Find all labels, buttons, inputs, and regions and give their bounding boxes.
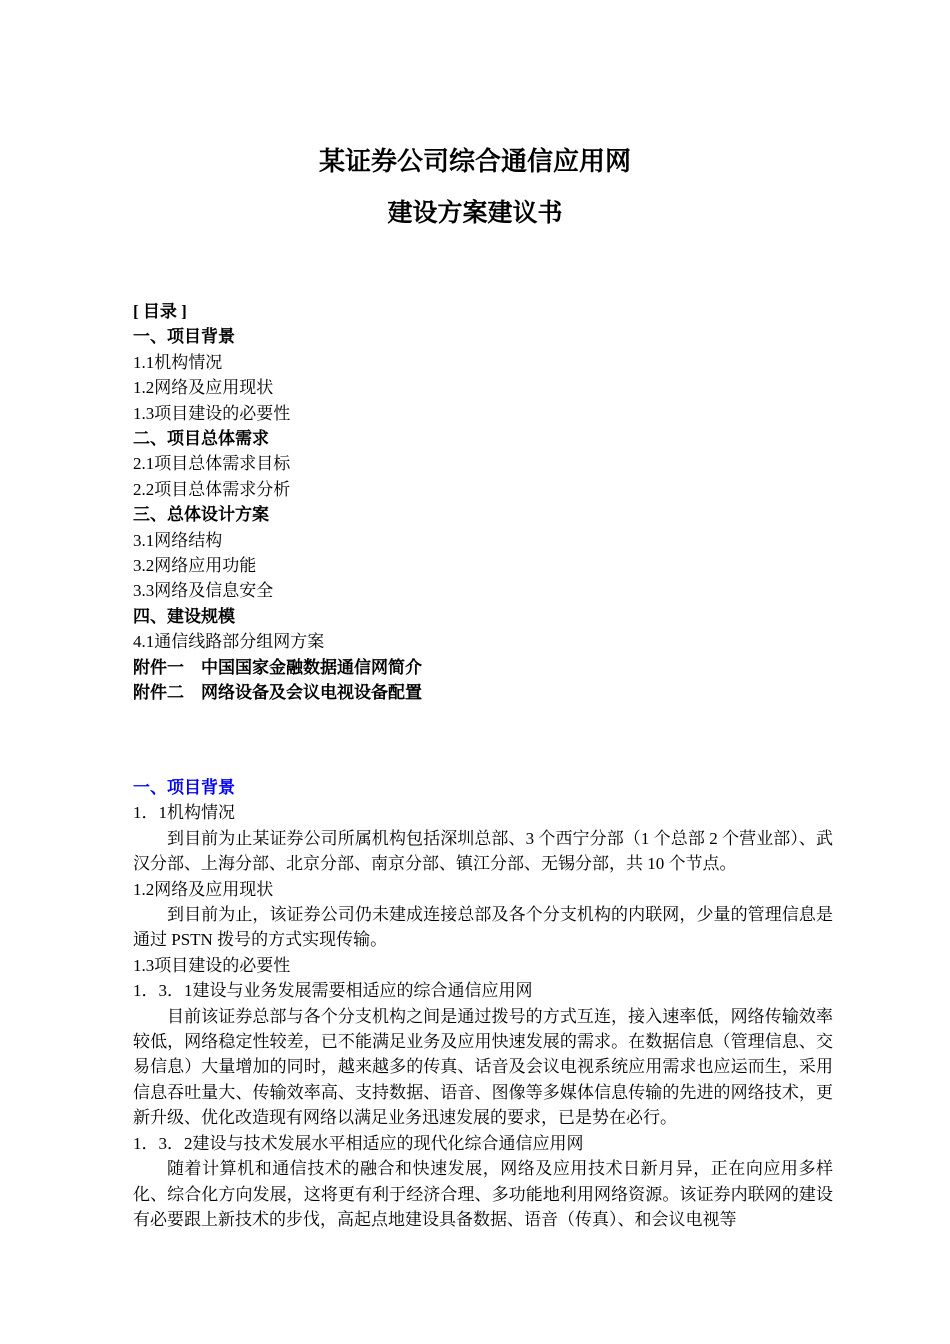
toc-item-requirement-analysis: 2.2项目总体需求分析 xyxy=(133,479,291,499)
toc-item-line-plan: 4.1通信线路部分组网方案 xyxy=(133,632,325,652)
document-body xyxy=(133,775,833,1232)
paragraph-business-development: 目前该证券总部与各个分支机构之间是通过拨号的方式互连，接入速率低，网络传输效率较低，网络稳定性较差，已不能满足业务及应用快速发展的需求。在数据信息（管理信息、交易信息）大量增加的同时，越来越多的传真、话音及会议电视系统应用需求也应运而生，采用信息吞吐量大、传输效率高、支持数据、语音、图像等多媒体信息传输的先进的网络技术，更新升级、优化改造现有网络以满足业务迅速发展的要求，已是势在必行。 xyxy=(133,1006,833,1128)
toc-label: [ 目录 ] xyxy=(133,302,187,321)
toc-item-overall-design: 三、总体设计方案 xyxy=(133,505,269,525)
toc-item-appendix-1: 附件一 中国国家金融数据通信网简介 xyxy=(133,657,422,677)
toc-item-appendix-2: 附件二 网络设备及会议电视设备配置 xyxy=(133,683,422,703)
sub-heading-necessity: 1.3项目建设的必要性 xyxy=(133,955,291,975)
toc-item-construction-scale: 四、建设规模 xyxy=(133,606,235,626)
paragraph-org-situation: 到目前为止某证券公司所属机构包括深圳总部、3 个西宁分部（1 个总部 2 个营业部）、武汉分部、上海分部、北京分部、南京分部、镇江分部、无锡分部，共 10 个节点。 xyxy=(133,828,833,874)
sub-heading-business-development: 1．3．1建设与业务发展需要相适应的综合通信应用网 xyxy=(133,981,533,1001)
toc-item-overall-requirements: 二、项目总体需求 xyxy=(133,429,269,449)
toc-item-network-status: 1.2网络及应用现状 xyxy=(133,378,274,398)
toc-item-project-background: 一、项目背景 xyxy=(133,327,235,347)
section-heading-project-background: 一、项目背景 xyxy=(133,778,235,797)
toc-item-network-structure: 3.1网络结构 xyxy=(133,530,223,550)
sub-heading-network-status: 1.2网络及应用现状 xyxy=(133,879,274,899)
sub-heading-technology-development: 1．3．2建设与技术发展水平相适应的现代化综合通信应用网 xyxy=(133,1133,584,1153)
document-title-line1: 某证券公司综合通信应用网 xyxy=(318,146,631,176)
paragraph-network-status: 到目前为止，该证券公司仍未建成连接总部及各个分支机构的内联网，少量的管理信息是通过 PSTN 拨号的方式实现传输。 xyxy=(133,905,833,950)
table-of-contents xyxy=(133,299,833,706)
toc-item-requirement-goals: 2.1项目总体需求目标 xyxy=(133,454,291,474)
toc-item-network-functions: 3.2网络应用功能 xyxy=(133,556,257,576)
toc-item-necessity: 1.3项目建设的必要性 xyxy=(133,403,291,423)
toc-item-org-situation: 1.1机构情况 xyxy=(133,352,223,372)
sub-heading-org-situation: 1．1机构情况 xyxy=(133,803,235,823)
toc-item-network-security: 3.3网络及信息安全 xyxy=(133,581,274,601)
paragraph-technology-development: 随着计算机和通信技术的融合和快速发展，网络及应用技术日新月异，正在向应用多样化、综合化方向发展，这将更有利于经济合理、多功能地利用网络资源。该证券内联网的建设有必要跟上新技术的步伐，高起点地建设具备数据、语音（传真）、和会议电视等 xyxy=(133,1159,833,1229)
document-title-line2: 建设方案建议书 xyxy=(387,199,563,227)
